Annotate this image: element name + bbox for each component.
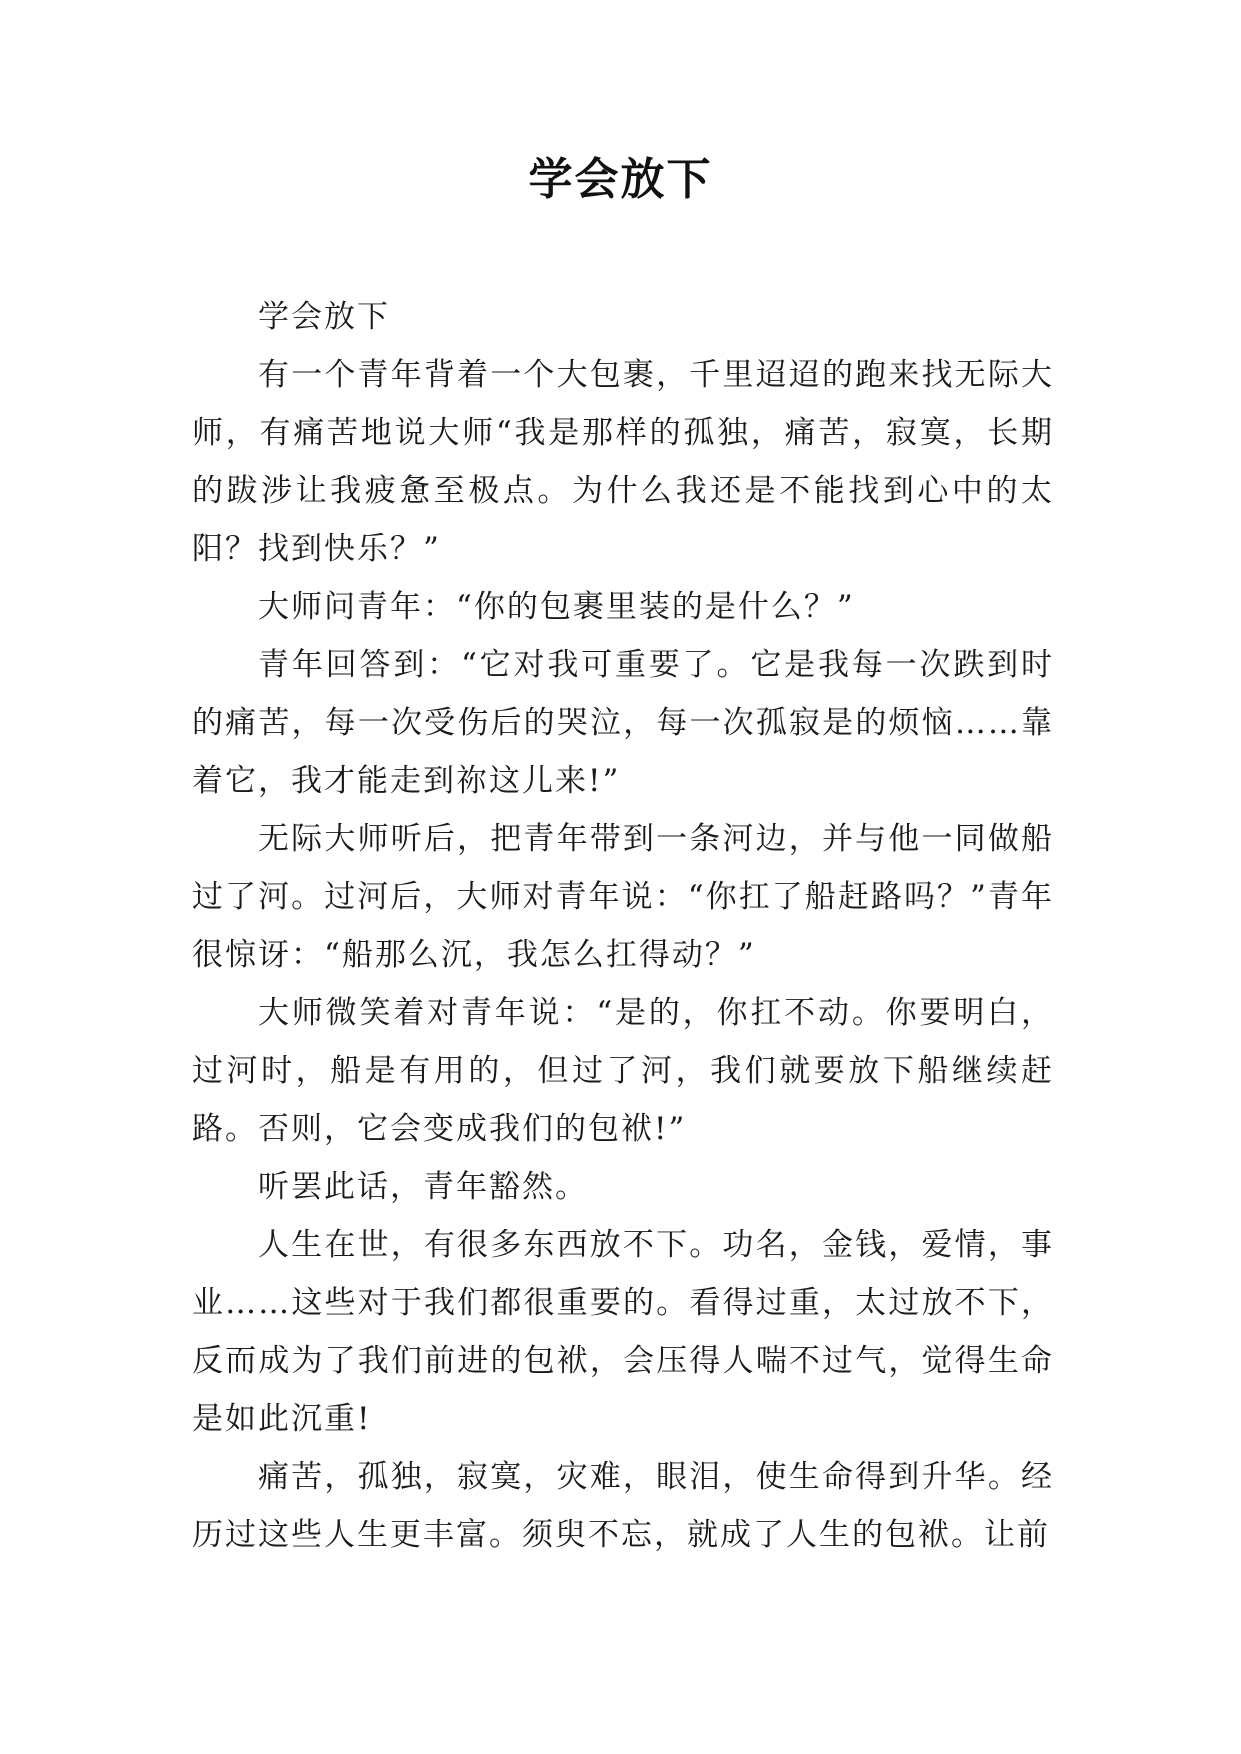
document-title: 学会放下 — [528, 154, 713, 205]
paragraph: 学会放下 — [258, 299, 390, 335]
paragraph: 大师微笑着对青年说：“是的，你扛不动。你要明白，过河时，船是有用的，但过了河，我们就要放下船继续赶路。否则，它会变成我们的包袱!” — [192, 995, 1054, 1147]
paragraph: 痛苦，孤独，寂寞，灾难，眼泪，使生命得到升华。经历过这些人生更丰富。须臾不忘，就成了人生的包袱。让前 — [192, 1459, 1054, 1553]
paragraph: 人生在世，有很多东西放不下。功名，金钱，爱情，事业……这些对于我们都很重要的。看得过重，太过放不下，反而成为了我们前进的包袱，会压得人喘不过气，觉得生命是如此沉重! — [192, 1227, 1054, 1437]
document-body — [192, 288, 1054, 1564]
paragraph: 有一个青年背着一个大包裹，千里迢迢的跑来找无际大师，有痛苦地说大师“我是那样的孤独，痛苦，寂寞，长期的跋涉让我疲惫至极点。为什么我还是不能找到心中的太阳？找到快乐？” — [192, 357, 1054, 567]
paragraph: 无际大师听后，把青年带到一条河边，并与他一同做船过了河。过河后，大师对青年说：“你扛了船赶路吗？”青年很惊讶：“船那么沉，我怎么扛得动？” — [192, 821, 1054, 973]
paragraph: 青年回答到：“它对我可重要了。它是我每一次跌到时的痛苦，每一次受伤后的哭泣，每一次孤寂是的烦恼……靠着它，我才能走到祢这儿来!” — [192, 647, 1054, 799]
paragraph: 听罢此话，青年豁然。 — [258, 1169, 588, 1205]
paragraph: 大师问青年：“你的包裹里装的是什么？” — [258, 589, 855, 625]
